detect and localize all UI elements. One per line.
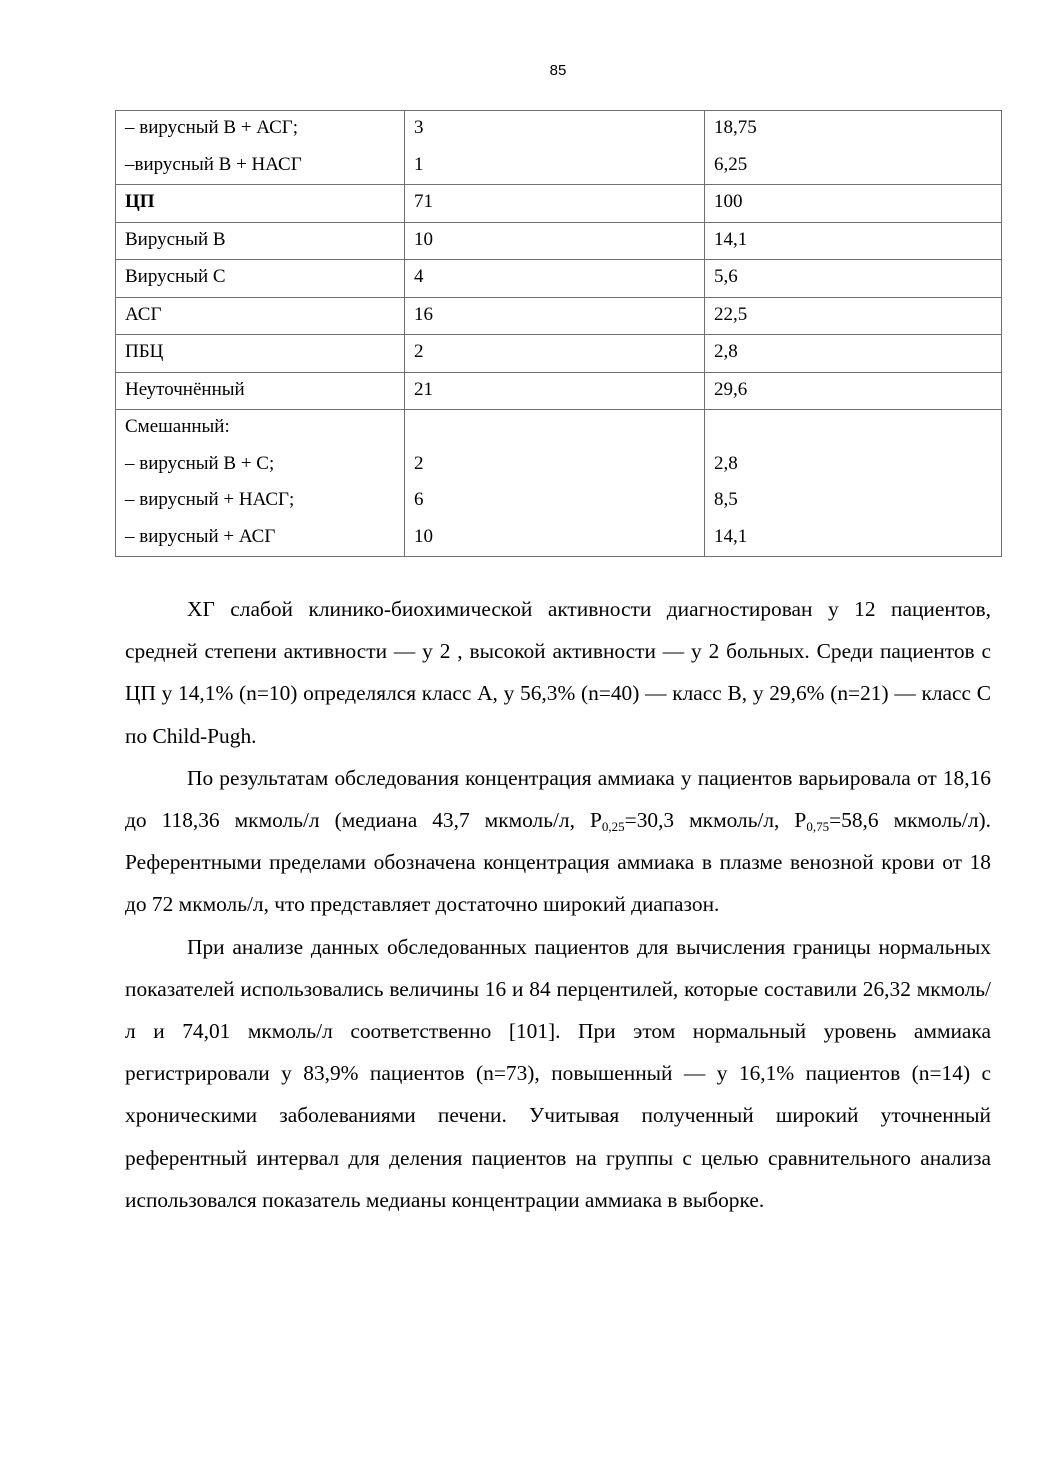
cell-text: 18,75	[714, 117, 757, 138]
cell-text: 1	[414, 153, 424, 175]
cell-text: 3	[414, 117, 424, 138]
cell-text: 16	[414, 303, 433, 325]
table-cell-col2	[405, 297, 705, 335]
cell-text: ЦП	[125, 191, 155, 212]
table-cell-col3	[705, 222, 1002, 260]
cell-text: 2	[414, 341, 424, 362]
cell-text: 21	[414, 378, 433, 400]
table-cell-col1	[116, 410, 405, 557]
cell-text: 2,8	[714, 341, 738, 362]
cell-text: –вирусный В + НАСГ	[125, 153, 302, 175]
cell-text: 2,8	[714, 452, 738, 474]
paragraph-1: ХГ слабой клинико-биохимической активности диагностирован у 12 пациентов, средней степени активности — у 2 , высокой активности — у 2 больных. Среди пациентов с ЦП у 14,1% (n=10) определялся класс А, у 56,3% (n=40) — класс В, у 29,6% (n=21) — класс С по Child-Pugh.	[125, 597, 991, 748]
table-row	[116, 111, 1002, 185]
cell-text: 4	[414, 266, 424, 287]
cell-text: 29,6	[714, 378, 748, 400]
percentile-25-subscript: 0,25	[601, 819, 625, 835]
paragraph-2	[125, 757, 991, 926]
table-row	[116, 185, 1002, 223]
cell-text: 22,5	[714, 303, 748, 325]
cell-text	[414, 410, 695, 447]
table-cell-col2	[405, 410, 705, 557]
table-cell-col1	[116, 185, 405, 223]
cell-text: 5,6	[714, 266, 738, 287]
table-cell-col1	[116, 297, 405, 335]
cell-text	[714, 410, 992, 447]
table-cell-col2	[405, 222, 705, 260]
cell-text: – вирусный + АСГ	[125, 525, 276, 547]
cell-text: Смешанный:	[125, 416, 230, 437]
cell-text: 10	[414, 525, 433, 547]
cell-text: 14,1	[714, 525, 748, 547]
table-cell-col2	[405, 185, 705, 223]
table-row	[116, 335, 1002, 373]
table-cell-col3	[705, 297, 1002, 335]
percentile-75-subscript: 0,75	[806, 819, 830, 835]
cell-text: 100	[714, 191, 743, 212]
paragraph-2-part-a: По результатам обследования концентрация аммиака у пациентов варьировала от 18,16 до 118,36 мкмоль/л (медиана 43,7 мкмоль/л, P	[125, 765, 991, 833]
cell-text: АСГ	[125, 303, 162, 325]
cell-text: Вирусный С	[125, 266, 226, 287]
body-text	[125, 588, 991, 1221]
table-row	[116, 260, 1002, 298]
cell-text: ПБЦ	[125, 341, 164, 362]
table-row	[116, 297, 1002, 335]
table-cell-col2	[405, 372, 705, 410]
table-cell-col2	[405, 111, 705, 185]
cell-text: Неуточнённый	[125, 378, 245, 400]
table-cell-col3	[705, 372, 1002, 410]
cell-text: – вирусный + НАСГ;	[125, 489, 295, 510]
table-row	[116, 410, 1002, 557]
cell-text: 2	[414, 452, 424, 474]
data-table	[115, 110, 1002, 557]
table-cell-col1	[116, 335, 405, 373]
cell-text: Вирусный В	[125, 228, 226, 250]
cell-text: 10	[414, 228, 433, 250]
cell-text: 71	[414, 191, 433, 212]
table-cell-col2	[405, 335, 705, 373]
table-body	[116, 111, 1002, 557]
paragraph-2-part-b: =30,3 мкмоль/л, P	[624, 808, 807, 833]
table-cell-col3	[705, 185, 1002, 223]
cell-text: 6,25	[714, 153, 748, 175]
table-cell-col1	[116, 222, 405, 260]
table-cell-col2	[405, 260, 705, 298]
table-cell-col3	[705, 260, 1002, 298]
table-cell-col3	[705, 335, 1002, 373]
paragraph-3: При анализе данных обследованных пациентов для вычисления границы нормальных показателей использовались величины 16 и 84 перцентилей, которые составили 26,32 мкмоль/л и 74,01 мкмоль/л соответственно [101]. При этом нормальный уровень аммиака регистрировали у 83,9% пациентов (n=73), повышенный — у 16,1% пациентов (n=14) с хроническими заболеваниями печени. Учитывая полученный широкий уточненный референтный интервал для деления пациентов на группы с целью сравнительного анализа использовался показатель медианы концентрации аммиака в выборке.	[125, 934, 991, 1212]
table-cell-col1	[116, 111, 405, 185]
paragraph-2-part-c: =58,6 мкмоль/л). Референтными пределами обозначена концентрация аммиака в плазме венозной крови от 18 до 72 мкмоль/л, что представляет достаточно широкий диапазон.	[125, 808, 991, 917]
table-cell-col1	[116, 372, 405, 410]
cell-text: – вирусный В + С;	[125, 452, 275, 474]
cell-text: 8,5	[714, 489, 738, 510]
cell-text: 14,1	[714, 228, 748, 250]
cell-text: 6	[414, 489, 424, 510]
page-number: 85	[549, 62, 567, 79]
table-cell-col3	[705, 410, 1002, 557]
table-cell-col3	[705, 111, 1002, 185]
table-row	[116, 372, 1002, 410]
table-row	[116, 222, 1002, 260]
cell-text: – вирусный В + АСГ;	[125, 117, 299, 138]
table-cell-col1	[116, 260, 405, 298]
